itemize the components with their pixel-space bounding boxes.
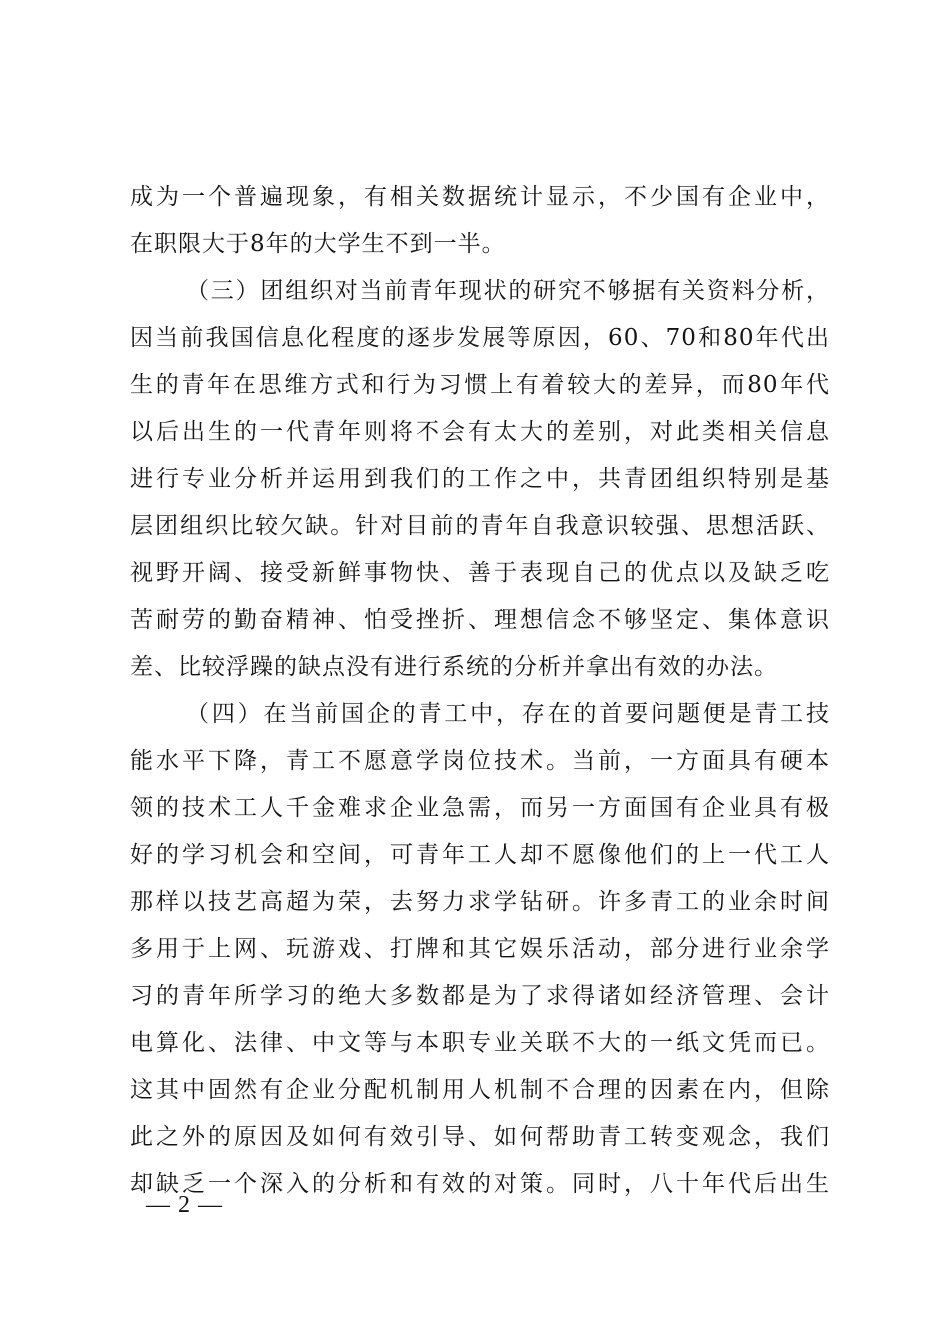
text-line: 习的青年所学习的绝大多数都是为了求得诸如经济管理、会计 [130,983,830,1009]
text-line: 以后出生的一代青年则将不会有太大的差别，对此类相关信息 [130,419,830,445]
text-line: 多用于上网、玩游戏、打牌和其它娱乐活动，部分进行业余学 [130,936,830,962]
text-line: 却缺乏一个深入的分析和有效的对策。同时，八十年代后出生 [130,1171,830,1197]
text-line: 此之外的原因及如何有效引导、如何帮助青工转变观念，我们 [130,1124,830,1150]
text-line: 视野开阔、接受新鲜事物快、善于表现自己的优点以及缺乏吃 [130,560,830,586]
text-line: 电算化、法律、中文等与本职专业关联不大的一纸文凭而已。 [130,1030,830,1056]
text-line: 能水平下降，青工不愿意学岗位技术。当前，一方面具有硬本 [130,748,830,774]
text-line: 苦耐劳的勤奋精神、怕受挫折、理想信念不够坚定、集体意识 [130,607,830,633]
text-line: 好的学习机会和空间，可青年工人却不愿像他们的上一代工人 [130,842,830,868]
page-number: — 2 — [146,1192,223,1218]
text-line: 生的青年在思维方式和行为习惯上有着较大的差异，而80年代 [130,372,830,398]
section-heading-line: （四）在当前国企的青工中，存在的首要问题便是青工技 [186,701,830,727]
text-line: 因当前我国信息化程度的逐步发展等原因，60、70和80年代出 [130,325,830,351]
text-line: 进行专业分析并运用到我们的工作之中，共青团组织特别是基 [130,466,830,492]
text-line: 领的技术工人千金难求企业急需，而另一方面国有企业具有极 [130,795,830,821]
text-line: 那样以技艺高超为荣，去努力求学钻研。许多青工的业余时间 [130,889,830,915]
text-line: 层团组织比较欠缺。针对目前的青年自我意识较强、思想活跃、 [130,513,830,539]
text-line: 在职限大于8年的大学生不到一半。 [130,231,506,257]
text-line: 成为一个普遍现象，有相关数据统计显示，不少国有企业中， [130,184,830,210]
text-line: 差、比较浮躁的缺点没有进行系统的分析并拿出有效的办法。 [130,654,778,680]
text-line: 这其中固然有企业分配机制用人机制不合理的因素在内，但除 [130,1077,830,1103]
body-text [130,174,830,1208]
section-heading-line: （三）团组织对当前青年现状的研究不够据有关资料分析， [186,278,830,304]
